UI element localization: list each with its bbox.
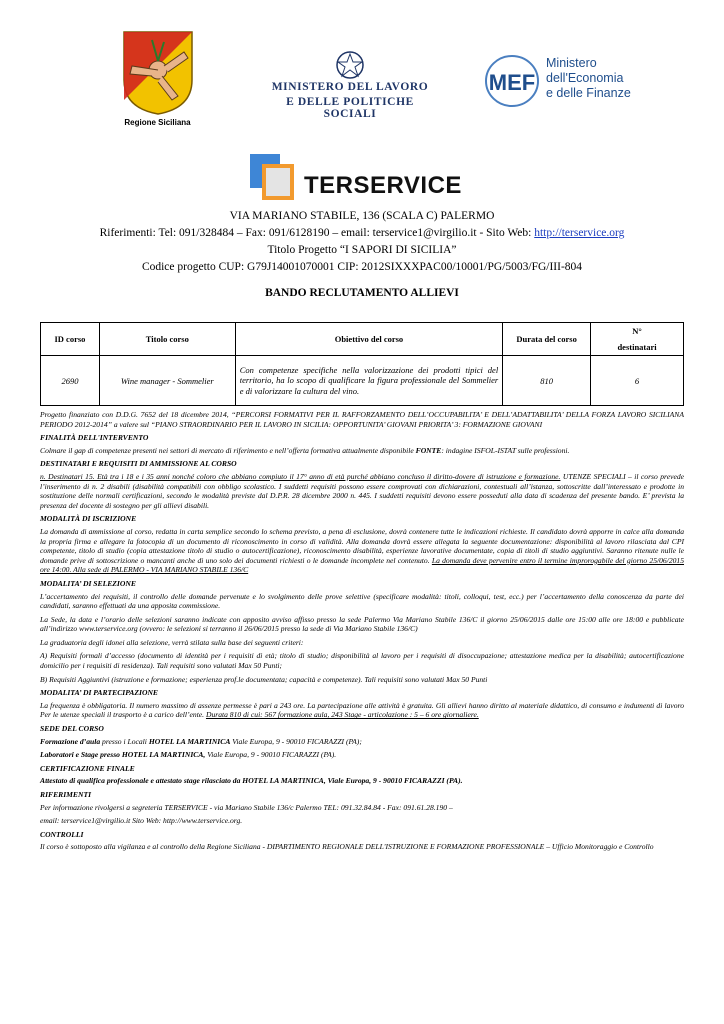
cell-durata: 810 [503, 356, 591, 406]
sede2-bold: Laboratori e Stage presso HOTEL LA MARTINICA, [40, 750, 206, 760]
sede-line-1 [40, 737, 684, 747]
svg-text:MEF: MEF [488, 70, 536, 95]
project-title: Titolo Progetto “I SAPORI DI SICILIA” [267, 244, 457, 256]
heading-destinatari: DESTINATARI E REQUISITI DI AMMISSIONE AL CORSO [40, 459, 237, 469]
terservice-name: TERSERVICE [304, 172, 462, 199]
fonte-text: : indagine ISFOL-ISTAT sulle professioni. [441, 445, 570, 455]
heading-controlli: CONTROLLI [40, 829, 84, 839]
page-title: BANDO RECLUTAMENTO ALLIEVI [265, 287, 459, 299]
heading-finalita: FINALITÀ DELL'INTERVENTO [40, 433, 149, 443]
sede-line-2 [40, 750, 684, 760]
sede1-hotel: HOTEL LA MARTINICA [148, 736, 231, 746]
ministero-lavoro-logo [270, 50, 430, 120]
controlli-text: Il corso è sottoposto alla vigilanza e al controllo della Regione Siciliana - DIPARTIMENTO REGIONALE DELL'ISTRUZIONE E FORMAZIONE PROFESSIONALE – Ufficio Monitoraggio e Controllo [40, 842, 654, 852]
partecipazione-durata: Durata 810 di cui: 567 formazione aula, 243 Stage - articolazione : 5 – 6 ore giornaliere. [205, 710, 479, 720]
destinatari-text: UTENZE SPECIALI – il corso prevede l’inserimento di n. 2 disabili (disabilità compatibili con obbligo scolastico. I suddetti requisiti possono essere comprovati con dichiarazioni, contestuali all’istanza, sottoscritte dall’interessato e prodotte in sostituzione delle normali certificazioni, secondo le modalità previste dal D.P.R. 28 dicembre 2000 n. 445. I suddetti requisiti devono essere posseduti alla data di scadenza del presente bando. E’ prevista la presenza del docente di sostegno per gli allievi disabili. [40, 471, 684, 510]
fonte-label: FONTE [415, 445, 442, 455]
regione-siciliana-caption: Regione Siciliana [124, 118, 191, 127]
trinacria-shield-icon [122, 30, 194, 116]
selezione-criterio-a: A) Requisiti formali d’accesso (documento di identità per i requisiti di età; titolo di studio; disponibilità al lavoro per i requisiti di disoccupazione; attestazione medica per la disabilità; autocertificazione domicilio per i requisiti di residenza). Tali requisiti sono valutati Max 50 Punti; [40, 651, 684, 671]
heading-partecipazione: MODALITA’ DI PARTECIPAZIONE [40, 688, 158, 698]
regione-siciliana-logo [110, 30, 205, 130]
mef-line2: dell'Economia [546, 71, 624, 85]
terservice-mark-icon [248, 150, 308, 206]
heading-certificazione: CERTIFICAZIONE FINALE [40, 763, 135, 773]
col-destinatari-n: N° [632, 326, 642, 336]
heading-riferimenti: RIFERIMENTI [40, 790, 92, 799]
heading-selezione: MODALITA’ DI SELEZIONE [40, 578, 136, 588]
finalita-text: Colmare il gap di competenze presenti nei settori di mercato di riferimento e nell’offerta formativa attualmente disponibile [40, 445, 416, 455]
col-id: ID corso [41, 323, 100, 356]
italian-emblem-icon [332, 50, 368, 80]
table-header-row [41, 323, 684, 356]
finalita-paragraph [40, 446, 684, 456]
cell-id: 2690 [41, 356, 100, 406]
sede1-mid: presso i Locali [100, 736, 149, 746]
selezione-criterio-b: B) Requisiti Aggiuntivi (istruzione e formazione; esperienza prof.le documentata; capacità e competenze). Tali requisiti sono valutati Max 50 Punti [40, 674, 488, 684]
mef-line3: e delle Finanze [546, 86, 631, 100]
col-durata: Durata del corso [503, 323, 591, 356]
contacts-line [40, 227, 684, 239]
intro-paragraph: Progetto finanziato con D.D.G. 7652 del 18 dicembre 2014, “PERCORSI FORMATIVI PER IL RAFFORZAMENTO DELL’OCCUPABILITA’ E DELL’ADATTABILITA’ DELLA FORZA LAVORO SICILIANA PERIODO 2012-2014” a valere sul “PIANO STRAORDINARIO PER IL LAVORO IN SICILIA: OPPORTUNITA’ GIOVANI PRIORITA’ 3: FORMAZIONE GIOVANI [40, 410, 684, 429]
terservice-logo [248, 150, 462, 206]
riferimenti-line-1: Per informazione rivolgersi a segreteria TERSERVICE - via Mariano Stabile 136/c Palermo TEL: 091.32.84.84 - Fax: 091.61.28.190 – [40, 802, 453, 812]
table-row [41, 356, 684, 406]
selezione-paragraph-3: La graduatoria degli idonei alla selezione, verrà stilata sulla base dei seguenti criteri: [40, 637, 304, 647]
partecipazione-paragraph [40, 701, 684, 720]
col-destinatari-label: destinatari [617, 342, 657, 352]
sede1-bold: Formazione d’aula [40, 736, 101, 746]
address: VIA MARIANO STABILE, 136 (SCALA C) PALERMO [229, 210, 495, 222]
contacts-text: Riferimenti: Tel: 091/328484 – Fax: 091/6128190 – email: terservice1@virgilio.it - Sito Web: [99, 227, 535, 239]
col-destinatari [591, 323, 684, 356]
heading-iscrizione: MODALITÀ DI ISCRIZIONE [40, 514, 137, 524]
mef-line1: Ministero [546, 56, 597, 70]
destinatari-underlined: n. Destinatari 15. Età tra i 18 e i 35 anni nonché coloro che abbiano compiuto il 17° anno di età purché abbiano concluso il diritto-dovere di istruzione e formazione. [40, 471, 561, 481]
courses-table [40, 322, 684, 406]
iscrizione-deadline: La domanda deve pervenire entro il termine improrogabile del giorno 25/06/2015 ore 14:00. Alla sede di PALERMO - VIA MARIANO STABILE 136/C [40, 555, 685, 575]
bando-body [40, 410, 684, 856]
ministero-line2: E DELLE POLITICHE SOCIALI [286, 96, 414, 120]
sede1-text: Viale Europa, 9 - 90010 FICARAZZI (PA); [230, 736, 362, 746]
cell-obiettivo: Con competenze specifiche nella valorizzazione dei prodotti tipici del territorio, ha lo scopo di qualificare la figura professionale del Sommelier e di valorizzare la cultura del vino. [235, 356, 503, 406]
mef-logo [482, 52, 632, 112]
riferimenti-line-2: email: terservice1@virgilio.it Sito Web: http://www.terservice.org. [40, 816, 243, 826]
partecipazione-text: La frequenza è obbligatoria. Il numero massimo di assenze permesse è pari a 243 ore. La partecipazione alle attività è gratuita. Gli allievi hanno diritto al materiale didattico, di consumo e indumenti di lavoro Per le utenze speciali il trasporto è a carico dell’ente. [40, 700, 684, 720]
heading-sede: SEDE DEL CORSO [40, 724, 104, 734]
ministero-line1: MINISTERO DEL LAVORO [271, 81, 429, 93]
selezione-paragraph-2: La Sede, la data e l’orario delle selezioni saranno indicate con apposito avviso affisso presso la sede Palermo Via Mariano Stabile 136/C il giorno 25/06/2015 dalle ore 15:00 alle ore 18:00 e pubblicate all’indirizzo www.terservice.org (ovvero: le selezioni si terranno il 26/06/2015 presso la sede di Via Mariano Stabile 136/C) [40, 614, 684, 634]
sede2-text: Viale Europa, 9 - 90010 FICARAZZI (PA). [205, 750, 337, 760]
cell-titolo: Wine manager - Sommelier [99, 356, 235, 406]
cell-destinatari: 6 [591, 356, 684, 406]
iscrizione-text: La domanda di ammissione al corso, redatta in carta semplice secondo lo schema previsto, a pena di esclusione, dovrà contenere tutte le indicazioni richieste. Il candidato dovrà apporre in calce alla domanda la propria firma e allegare la fotocopia di un documento di riconoscimento in corso di validità. Alla domanda dovrà essere allegata la seguente documentazione: disponibilità al lavoro rilasciata dal CPI competente, titolo di studio (copia attestazione titolo di studio o autocertificazione), riconoscimento disabilità, esperienze lavorative documentate, copia di titoli di studio aggiuntivi. Saranno ritenute nulle le domande prive di sottoscrizione o mancanti anche di uno solo dei documenti richiesti o le domande incomplete nel contenuto. [40, 526, 684, 565]
project-code: Codice progetto CUP: G79J14001070001 CIP: 2012SIXXXPAC00/10001/PG/5003/FG/III-804 [141, 261, 583, 273]
col-titolo: Titolo corso [99, 323, 235, 356]
certificazione-text: Attestato di qualifica professionale e attestato stage rilasciato da HOTEL LA MARTINICA, Viale Europa, 9 - 90010 FICARAZZI (PA). [40, 776, 463, 786]
website-link[interactable]: http://terservice.org [534, 227, 625, 239]
mef-mark-icon [484, 54, 540, 108]
iscrizione-paragraph [40, 527, 684, 575]
selezione-paragraph-1: L’accertamento dei requisiti, il controllo delle domande pervenute e lo svolgimento delle prove selettive (specificare modalità: titoli, colloqui, test, ecc.) per l’accertamento della conoscenza da parte dei candidati, saranno effettuati da una apposita commissione. [40, 591, 684, 611]
destinatari-paragraph [40, 472, 684, 510]
col-obiettivo: Obiettivo del corso [235, 323, 503, 356]
